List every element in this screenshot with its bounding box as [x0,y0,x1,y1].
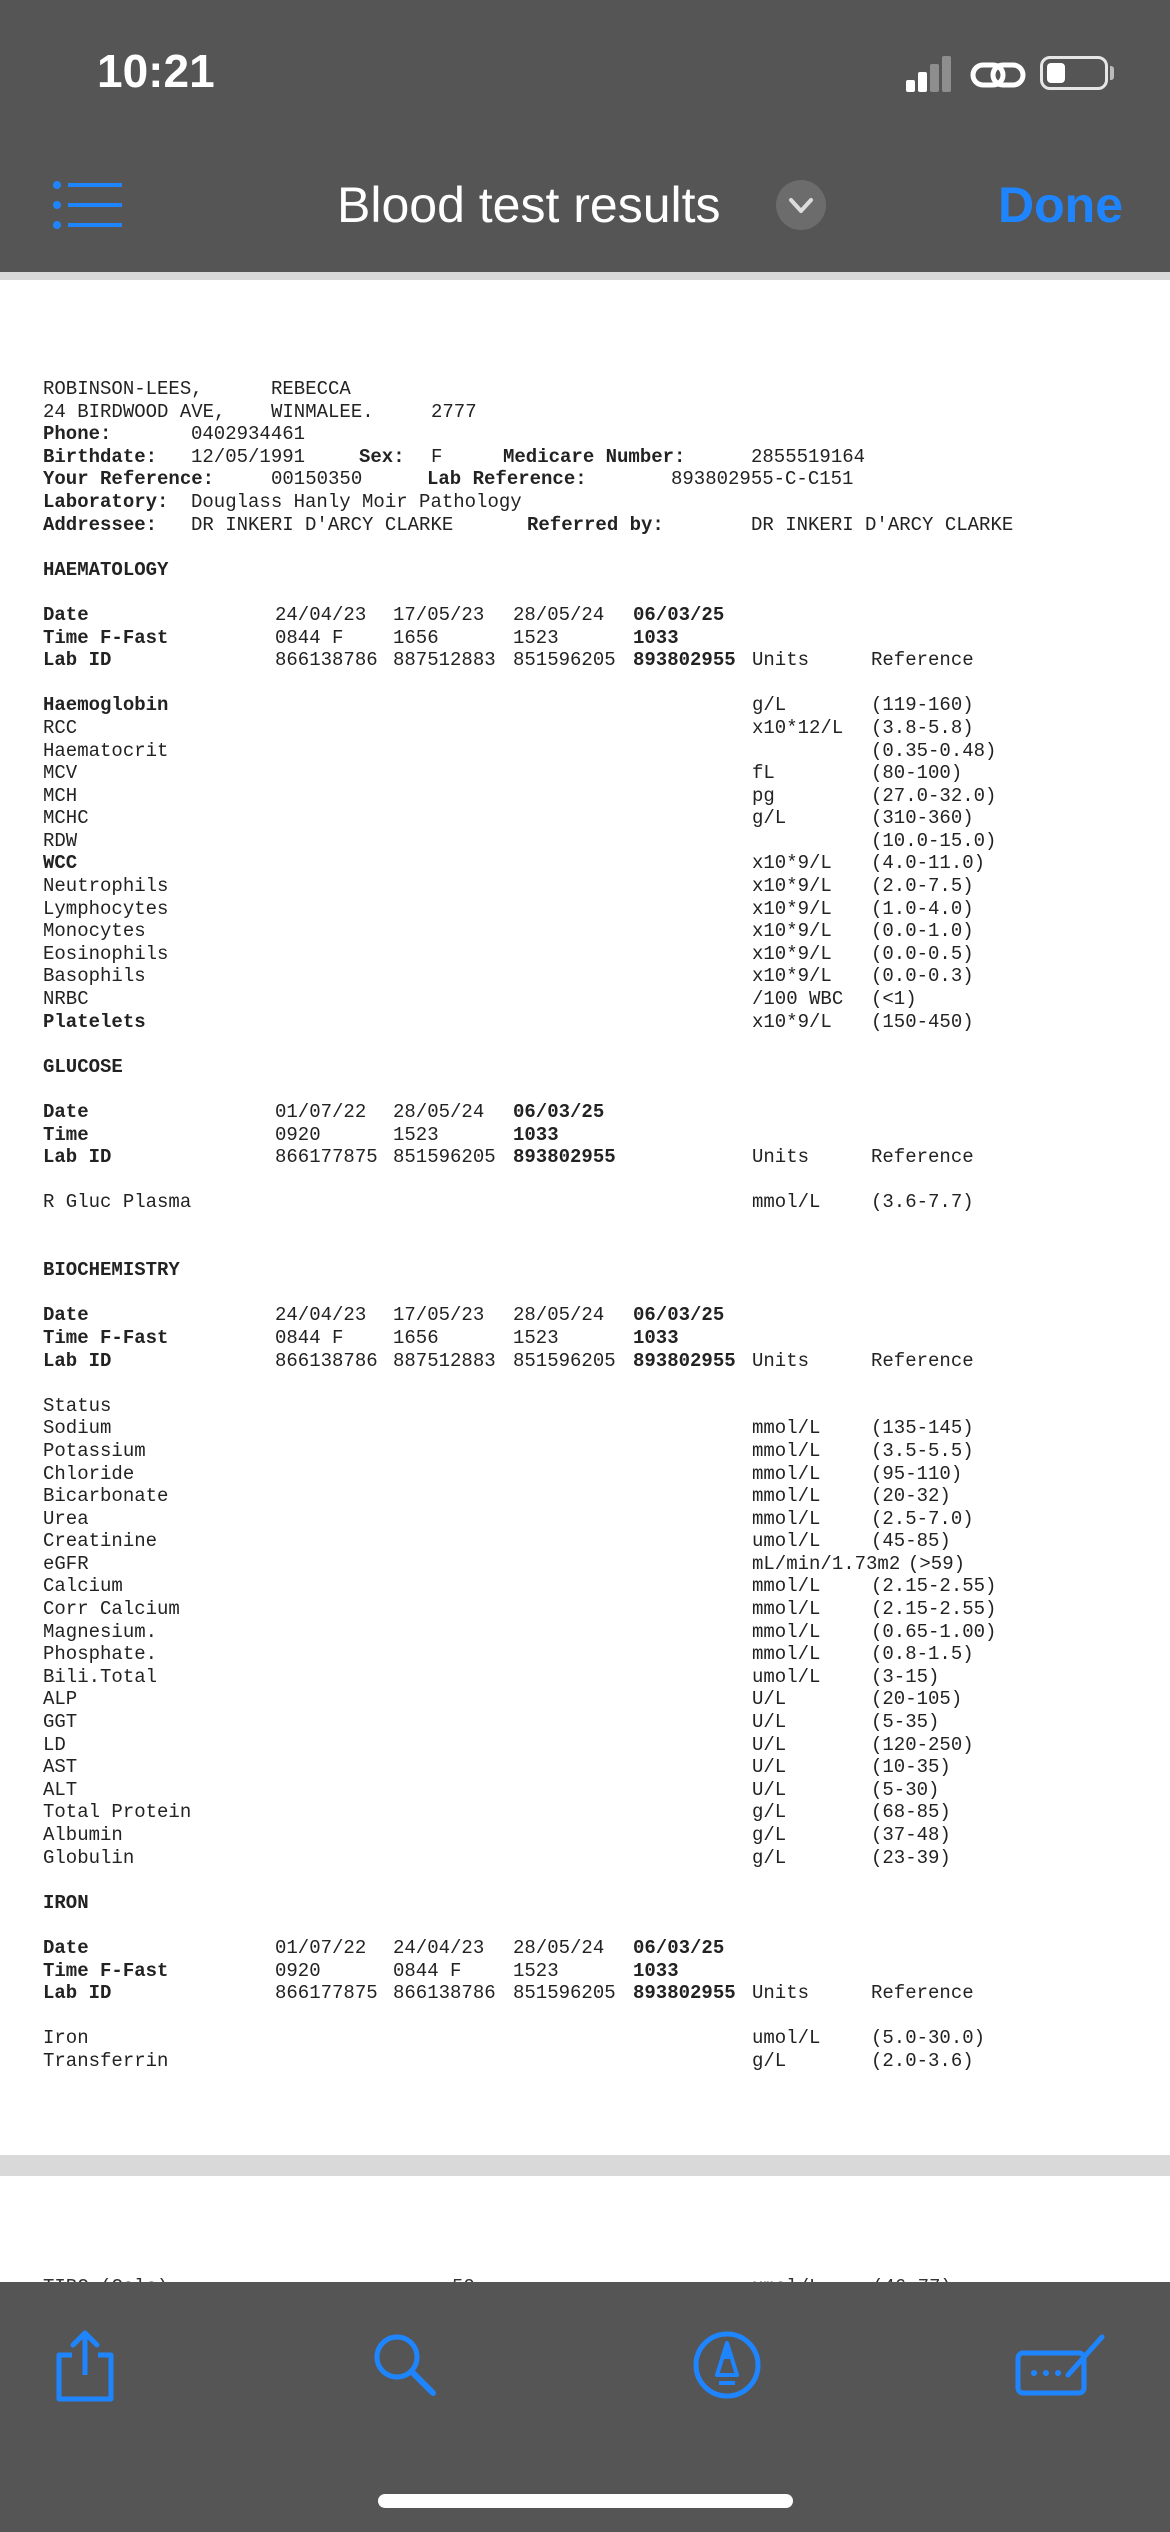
cell-text: Units [752,1146,810,1169]
cell-text: Reference [871,1982,974,2005]
cell-text: (1.0-4.0) [871,897,974,920]
cell-text: 1033 [633,626,679,649]
cell-text: 0844 F [275,1326,344,1349]
cell-text: Eosinophils [43,942,169,965]
cell-text: g/L [752,2049,787,2072]
cell-text: 2855519164 [751,445,866,468]
cell-text: Medicare Number: [503,445,686,468]
markup-icon[interactable] [687,2325,767,2405]
link-icon [970,55,1026,95]
cell-text: (120-250) [871,1733,974,1756]
cell-text: F [431,445,443,468]
cell-text: 887512883 [393,649,496,672]
cell-text: 1033 [633,1959,679,1982]
cell-text: U/L [752,1778,787,1801]
cell-text: umol/L [752,2027,821,2050]
cell-text: Phone: [43,423,112,446]
cell-text: eGFR [43,1552,89,1575]
cell-text: U/L [752,1756,787,1779]
battery-tip [1110,66,1114,80]
cell-text: (3.6-7.7) [871,1191,974,1214]
cell-text: 1656 [393,626,439,649]
cell-text: (68-85) [871,1801,951,1824]
cell-text: 851596205 [513,1982,616,2005]
cell-text: (2.0-7.5) [871,875,974,898]
cell-text: g/L [752,807,787,830]
cell-text: (3.5-5.5) [871,1439,974,1462]
cell-text: Time [43,1123,89,1146]
cell-text: LD [43,1733,66,1756]
cell-text: 06/03/25 [633,1304,725,1327]
cell-text: R Gluc Plasma [43,1191,192,1214]
cell-text: Albumin [43,1824,123,1846]
cell-text: 893802955 [633,1982,736,2005]
cell-text: Sex: [359,445,405,468]
cell-text: 851596205 [513,1349,616,1372]
cell-text: mL/min/1.73m2 [752,1552,901,1575]
cell-text: WINMALEE. [271,400,374,423]
cell-text: (2.0-3.6) [871,2049,974,2072]
cell-text: Bicarbonate [43,1485,169,1508]
cell-text: Referred by: [527,513,664,536]
cell-text: (310-360) [871,807,974,830]
cell-text: 893802955-C-C151 [671,468,854,491]
cell-text: x10*9/L [752,942,832,965]
cell-text: Total Protein [43,1801,192,1824]
cell-text: Creatinine [43,1530,158,1553]
document-title[interactable]: Blood test results [337,177,721,233]
share-icon[interactable] [45,2325,125,2405]
cell-text: Lab ID [43,1349,112,1372]
cell-text: Urea [43,1507,89,1530]
cell-text: Date [43,1936,89,1959]
cell-text: mmol/L [752,1191,821,1214]
cell-text: Time F-Fast [43,626,169,649]
signal-icon [906,56,952,92]
cell-text: Haemoglobin [43,694,169,717]
cell-text: g/L [752,1824,787,1846]
cell-text: 1523 [393,1123,439,1146]
cell-text: 893802955 [633,1349,736,1372]
cell-text: BIOCHEMISTRY [43,1259,180,1282]
cell-text: RCC [43,716,78,739]
cell-text: (0.35-0.48) [871,739,997,762]
cell-text: umol/L [752,1665,821,1688]
chevron-down-icon [776,180,826,230]
cell-text: 0844 F [393,1959,462,1982]
cell-text: 24/04/23 [275,1304,367,1327]
cell-text: Units [752,1349,810,1372]
cell-text: Time F-Fast [43,1326,169,1349]
cell-text: (3.8-5.8) [871,716,974,739]
cell-text: Basophils [43,965,146,988]
cell-text: 1033 [633,1326,679,1349]
cell-text: Corr Calcium [43,1598,180,1621]
cell-text: Reference [871,649,974,672]
cell-text: Phosphate. [43,1643,158,1666]
status-time: 10:21 [97,45,215,97]
cell-text: mmol/L [752,1620,821,1643]
cell-text: (4.0-11.0) [871,852,986,875]
cell-text: Date [43,1101,89,1123]
cell-text: (3-15) [871,1665,940,1688]
cell-text: mmol/L [752,1598,821,1621]
cell-text: (20-105) [871,1688,963,1711]
cell-text: Bili.Total [43,1665,158,1688]
cell-text: 851596205 [393,1146,496,1169]
cell-text: 866177875 [275,1146,378,1169]
cell-text: 0402934461 [191,423,306,446]
cell-text: 1523 [513,1959,559,1982]
cell-text: 12/05/1991 [191,445,306,468]
cell-text: x10*9/L [752,852,832,875]
cell-text: 17/05/23 [393,1304,485,1327]
cell-text: 893802955 [633,649,736,672]
cell-text: Date [43,1304,89,1327]
cell-text: Status [43,1394,112,1417]
cell-text: 1523 [513,1326,559,1349]
cell-text: 06/03/25 [633,1936,725,1959]
cell-text: (23-39) [871,1846,951,1869]
cell-text: Reference [871,1349,974,1372]
cell-text: 866138786 [393,1982,496,2005]
cell-text: mmol/L [752,1417,821,1440]
cell-text: (0.0-1.0) [871,920,974,943]
cell-text: 28/05/24 [513,603,605,626]
cell-text: Transferrin [43,2049,169,2072]
list-menu-icon[interactable] [52,180,124,230]
cell-text: x10*9/L [752,897,832,920]
cell-text: (0.8-1.5) [871,1643,974,1666]
cell-text: NRBC [43,988,89,1011]
cell-text: Platelets [43,1010,146,1033]
cell-text: 1656 [393,1326,439,1349]
cell-text: Addressee: [43,513,158,536]
cell-text: Lab ID [43,649,112,672]
cell-text: GGT [43,1711,78,1734]
cell-text: (45-85) [871,1530,951,1553]
cell-text: Calcium [43,1575,123,1598]
cell-text: x10*9/L [752,920,832,943]
cell-text: (>59) [908,1552,966,1575]
cell-text: ALT [43,1778,78,1801]
signature-icon[interactable] [1010,2325,1110,2405]
cell-text: Time F-Fast [43,1959,169,1982]
cell-text: 24/04/23 [275,603,367,626]
cell-text: 893802955 [513,1146,616,1169]
cell-text: (<1) [871,988,917,1011]
cell-text: 1523 [513,626,559,649]
cell-text: Lab ID [43,1982,112,2005]
search-icon[interactable] [365,2325,445,2405]
cell-text: pg [752,784,775,807]
cell-text: (5-30) [871,1778,940,1801]
cell-text: x10*12/L [752,716,844,739]
cell-text: 28/05/24 [513,1304,605,1327]
cell-text: (37-48) [871,1824,951,1846]
cell-text: Douglass Hanly Moir Pathology [191,490,522,513]
cell-text: Reference [871,1146,974,1169]
cell-text: 866138786 [275,1349,378,1372]
cell-text: HAEMATOLOGY [43,558,169,581]
cell-text: (119-160) [871,694,974,717]
cell-text: Sodium [43,1417,112,1440]
cell-text: U/L [752,1733,787,1756]
cell-text: Units [752,649,810,672]
cell-text: fL [752,762,775,785]
cell-text: 0920 [275,1959,321,1982]
document-page-2 [0,2176,1170,2286]
cell-text: RDW [43,829,78,852]
cell-text: U/L [752,1688,787,1711]
cell-text: g/L [752,1846,787,1869]
cell-text: x10*9/L [752,965,832,988]
cell-text: Chloride [43,1462,135,1485]
cell-text: Your Reference: [43,468,215,491]
cell-text: ALP [43,1688,78,1711]
cell-text: (0.65-1.00) [871,1620,997,1643]
cell-text: 17/05/23 [393,603,485,626]
cell-text: mmol/L [752,1439,821,1462]
cell-text: (5.0-30.0) [871,2027,986,2050]
cell-text: MCV [43,762,78,785]
cell-text: 24 BIRDWOOD AVE, [43,400,226,423]
cell-text: Date [43,603,89,626]
home-indicator [378,2494,793,2508]
cell-text: (0.0-0.3) [871,965,974,988]
cell-text: IRON [43,1891,89,1914]
cell-text: (10.0-15.0) [871,829,997,852]
cell-text: /100 WBC [752,988,844,1011]
cell-text: DR INKERI D'ARCY CLARKE [751,513,1014,536]
cell-text: (135-145) [871,1417,974,1440]
cell-text: 887512883 [393,1349,496,1372]
cell-text: (2.5-7.0) [871,1507,974,1530]
cell-text: (10-35) [871,1756,951,1779]
cell-text: (27.0-32.0) [871,784,997,807]
cell-text: mmol/L [752,1462,821,1485]
cell-text: 01/07/22 [275,1936,367,1959]
cell-text: (80-100) [871,762,963,785]
title-dropdown-button[interactable] [776,180,826,230]
cell-text: umol/L [752,1530,821,1553]
cell-text: (2.15-2.55) [871,1575,997,1598]
cell-text: MCH [43,784,78,807]
cell-text: x10*9/L [752,875,832,898]
cell-text: U/L [752,1711,787,1734]
cell-text: (0.0-0.5) [871,942,974,965]
cell-text: 24/04/23 [393,1936,485,1959]
cell-text: (5-35) [871,1711,940,1734]
cell-text: Birthdate: [43,445,158,468]
cell-text: (150-450) [871,1010,974,1033]
cell-text: 851596205 [513,649,616,672]
cell-text: Potassium [43,1439,146,1462]
cell-text: Units [752,1982,810,2005]
cell-text: Globulin [43,1846,135,1869]
cell-text: 1033 [513,1123,559,1146]
cell-text: REBECCA [271,378,351,400]
cell-text: 0844 F [275,626,344,649]
cell-text: mmol/L [752,1575,821,1598]
cell-text: GLUCOSE [43,1055,123,1078]
cell-text: g/L [752,1801,787,1824]
cell-text: MCHC [43,807,89,830]
cell-text: Magnesium. [43,1620,158,1643]
document-page [0,280,1170,2155]
battery-icon [1040,56,1108,90]
cell-text: g/L [752,694,787,717]
cell-text: 866138786 [275,649,378,672]
cell-text: 06/03/25 [513,1101,605,1123]
cell-text: 01/07/22 [275,1101,367,1123]
cell-text: Lab Reference: [427,468,587,491]
cell-text: Laboratory: [43,490,169,513]
cell-text: Lymphocytes [43,897,169,920]
cell-text: (95-110) [871,1462,963,1485]
cell-text: 28/05/24 [393,1101,485,1123]
cell-text: (20-32) [871,1485,951,1508]
cell-text: Haematocrit [43,739,169,762]
cell-text: mmol/L [752,1643,821,1666]
cell-text: 0920 [275,1123,321,1146]
cell-text: Lab ID [43,1146,112,1169]
cell-text: mmol/L [752,1507,821,1530]
cell-text: mmol/L [752,1485,821,1508]
done-button[interactable]: Done [998,177,1123,233]
cell-text: ROBINSON-LEES, [43,378,203,400]
cell-text: Monocytes [43,920,146,943]
cell-text: Neutrophils [43,875,169,898]
cell-text: WCC [43,852,78,875]
cell-text: 28/05/24 [513,1936,605,1959]
cell-text: 06/03/25 [633,603,725,626]
cell-text: 00150350 [271,468,363,491]
cell-text: DR INKERI D'ARCY CLARKE [191,513,454,536]
cell-text: Iron [43,2027,89,2050]
cell-text: 866177875 [275,1982,378,2005]
cell-text: AST [43,1756,78,1779]
cell-text: x10*9/L [752,1010,832,1033]
cell-text: 2777 [431,400,477,423]
cell-text: (2.15-2.55) [871,1598,997,1621]
